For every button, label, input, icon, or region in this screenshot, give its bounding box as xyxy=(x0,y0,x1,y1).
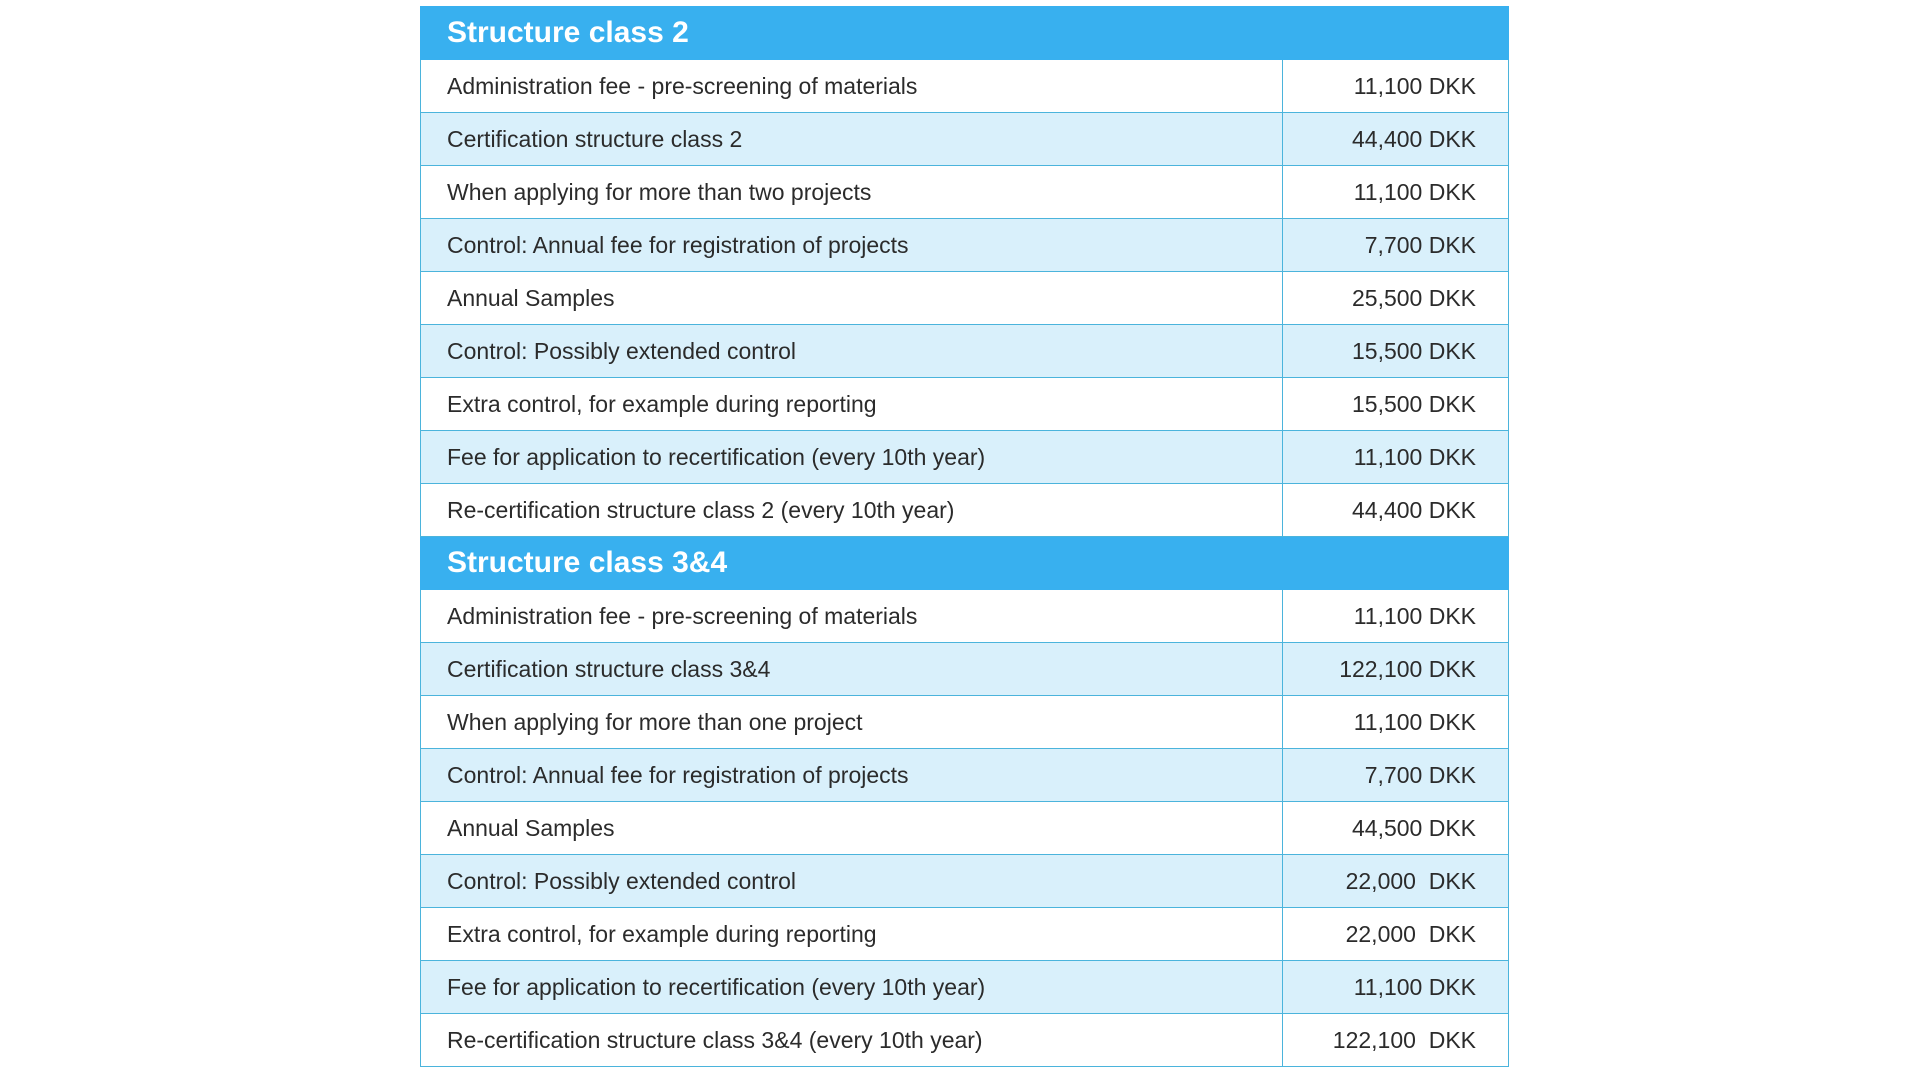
fee-row xyxy=(421,590,1509,643)
fee-row xyxy=(421,166,1509,219)
fee-row xyxy=(421,431,1509,484)
fee-amount: 11,100 DKK xyxy=(1283,60,1509,113)
fee-description: Extra control, for example during reporting xyxy=(421,378,1283,431)
fee-amount: 122,100 DKK xyxy=(1283,643,1509,696)
fee-amount: 22,000 DKK xyxy=(1283,855,1509,908)
fee-amount: 15,500 DKK xyxy=(1283,378,1509,431)
fee-description: When applying for more than one project xyxy=(421,696,1283,749)
section-header xyxy=(421,7,1509,60)
fee-description: Extra control, for example during reporting xyxy=(421,908,1283,961)
fee-description: Re-certification structure class 2 (every 10th year) xyxy=(421,484,1283,537)
fee-row xyxy=(421,749,1509,802)
fee-row xyxy=(421,113,1509,166)
fee-description: Control: Possibly extended control xyxy=(421,855,1283,908)
fee-description: Control: Possibly extended control xyxy=(421,325,1283,378)
fee-amount: 11,100 DKK xyxy=(1283,431,1509,484)
fee-description: Certification structure class 3&4 xyxy=(421,643,1283,696)
fee-amount: 122,100 DKK xyxy=(1283,1014,1509,1067)
fee-row xyxy=(421,378,1509,431)
fee-description: Annual Samples xyxy=(421,272,1283,325)
fee-row xyxy=(421,802,1509,855)
fee-row xyxy=(421,643,1509,696)
fee-amount: 22,000 DKK xyxy=(1283,908,1509,961)
fee-row xyxy=(421,961,1509,1014)
fee-description: Control: Annual fee for registration of projects xyxy=(421,749,1283,802)
fee-row xyxy=(421,219,1509,272)
fee-description: Annual Samples xyxy=(421,802,1283,855)
fee-description: Re-certification structure class 3&4 (every 10th year) xyxy=(421,1014,1283,1067)
fee-amount: 11,100 DKK xyxy=(1283,590,1509,643)
fee-row xyxy=(421,696,1509,749)
fee-amount: 15,500 DKK xyxy=(1283,325,1509,378)
fee-row xyxy=(421,272,1509,325)
fee-row xyxy=(421,60,1509,113)
fee-amount: 44,400 DKK xyxy=(1283,484,1509,537)
fee-amount: 7,700 DKK xyxy=(1283,749,1509,802)
fee-amount: 7,700 DKK xyxy=(1283,219,1509,272)
fee-table xyxy=(420,6,1509,1067)
fee-amount: 44,500 DKK xyxy=(1283,802,1509,855)
fee-description: Fee for application to recertification (every 10th year) xyxy=(421,431,1283,484)
fee-amount: 44,400 DKK xyxy=(1283,113,1509,166)
fee-description: Control: Annual fee for registration of projects xyxy=(421,219,1283,272)
fee-description: When applying for more than two projects xyxy=(421,166,1283,219)
fee-row xyxy=(421,484,1509,537)
fee-amount: 11,100 DKK xyxy=(1283,961,1509,1014)
fee-amount: 11,100 DKK xyxy=(1283,696,1509,749)
fee-description: Administration fee - pre-screening of materials xyxy=(421,590,1283,643)
section-title: Structure class 2 xyxy=(421,7,1509,60)
fee-amount: 25,500 DKK xyxy=(1283,272,1509,325)
fee-description: Certification structure class 2 xyxy=(421,113,1283,166)
fee-description: Fee for application to recertification (every 10th year) xyxy=(421,961,1283,1014)
section-header xyxy=(421,537,1509,590)
fee-row xyxy=(421,1014,1509,1067)
fee-amount: 11,100 DKK xyxy=(1283,166,1509,219)
fee-description: Administration fee - pre-screening of materials xyxy=(421,60,1283,113)
fee-row xyxy=(421,325,1509,378)
fee-row xyxy=(421,855,1509,908)
section-title: Structure class 3&4 xyxy=(421,537,1509,590)
fee-row xyxy=(421,908,1509,961)
